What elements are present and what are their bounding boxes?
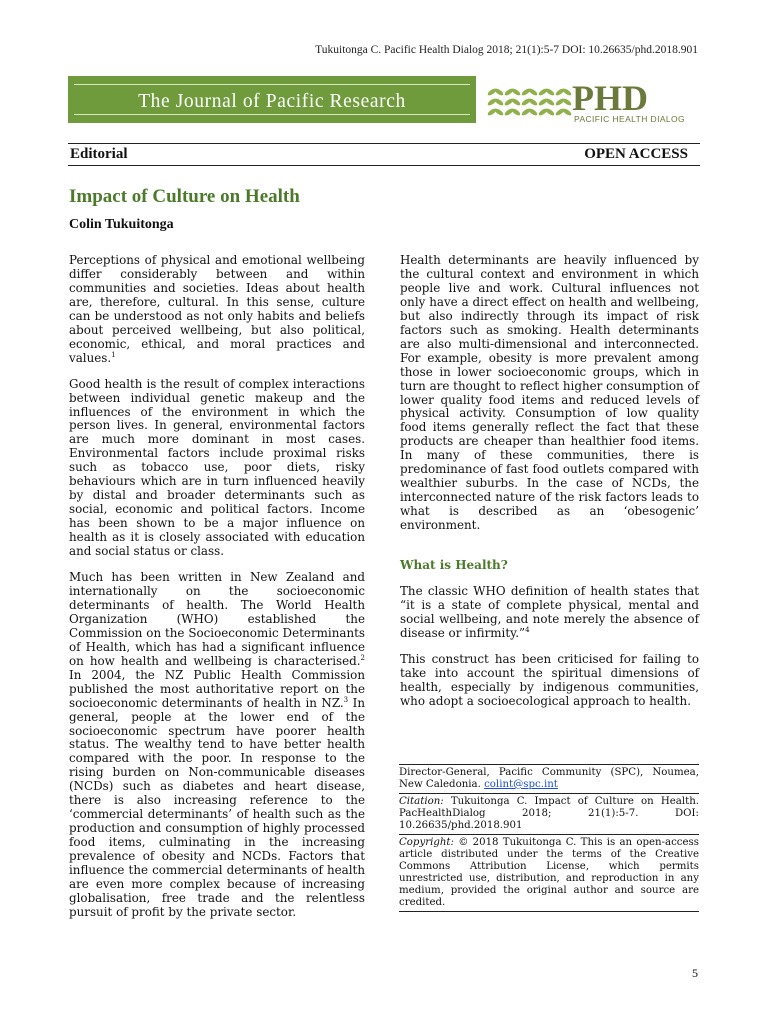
right-column [400,254,699,721]
reference-marker: 2 [360,653,365,662]
reference-marker: 4 [525,625,530,634]
open-access-label: OPEN ACCESS [584,146,688,162]
email-link[interactable]: colint@spc.int [484,779,558,790]
section-heading: What is Health? [400,558,508,573]
header-citation: Tukuitonga C. Pacific Health Dialog 2018; 21(1):5-7 DOI: 10.26635/phd.2018.901 [315,44,698,56]
phd-logo-subtitle: PACIFIC HEALTH DIALOG [574,114,686,124]
article-author: Colin Tukuitonga [69,217,174,232]
paragraph: Much has been written in New Zealand and internationally on the socioeconomic determinants of health. The World Health Organization (WHO) established the Commission on the Socioeconomic Determinants of Health, which has had a significant influence on how health and wellbeing is characterised.$^2$ In 2004, the NZ Public Health Commission published the most authoritative report on the socioeconomic determinants of health in NZ.$^3$ In general, people at the lower end of the socioeconomic spectrum have poorer health status. The wealthy tend to have better health compared with the poor. In response to the rising burden on Non-communicable diseases (NCDs) such as diabetes and heart disease, there is also increasing reference to the ‘commercial determinants’ of health such as the production and consumption of highly processed food items, culminating in the increasing prevalence of obesity and NCDs. Factors that influence the commercial determinants of health are even more complex because of increasing globalisation, free trade and the relentless pursuit of profit by the private sector. [69,570,365,919]
reference-marker: 3 [343,695,349,704]
paragraph: Perceptions of physical and emotional wellbeing differ considerably between and within communities and societies. Ideas about health are, therefore, cultural. In this sense, culture can be understood as not only habits and beliefs about perceived wellbeing, but also political, economic, ethical, and moral practices and values.$^1$ [69,253,365,365]
page-number: 5 [692,966,698,980]
article-title: Impact of Culture on Health [69,186,300,207]
paragraph: This construct has been criticised for failing to take into account the spiritual dimensions of health, especially by indigenous communities, who adopt a socioecological approach to health. [400,651,699,708]
paragraph: Good health is the result of complex interactions between individual genetic makeup and the influences of the environment in which the person lives. In general, environmental factors are much more dominant in most cases. Environmental factors include proximal risks such as tobacco use, poor diets, risky behaviours which are in turn influenced heavily by distal and broader determinants such as social, economic and political factors. Income has been shown to be a major influence on health as it is closely associated with education and social status or class. [69,376,365,559]
citation-note: Citation: Tukuitonga C. Impact of Culture on Health. PacHealthDialog 2018; 21(1):5-7. DOI: 10.26635/phd.2018.901 [399,793,699,834]
left-column [69,254,365,932]
paragraph: The classic WHO definition of health states that “it is a state of complete physical, mental and social wellbeing, and note merely the absence of disease or infirmity.”$^4$ [400,584,699,640]
journal-banner [68,76,476,123]
banner-frame [74,84,470,115]
paragraph: Health determinants are heavily influenced by the cultural context and environment in which people live and work. Cultural influences not only have a direct effect on health and wellbeing, but also indirectly through its impact of risk factors such as smoking. Health determinants are also multi-dimensional and interconnected. For example, obesity is more prevalent among those in lower socioeconomic groups, which in turn are thought to reflect higher consumption of lower quality food items and reduced levels of physical activity. Consumption of low quality food items generally reflect the fact that these products are cheaper than healthier food items. In many of these communities, there is predominance of fast food outlets compared with wealthier suburbs. In the case of NCDs, the interconnected nature of the risk factors leads to what is described as an ‘obesogenic’ environment. [400,253,699,533]
section-rule-top [68,143,700,144]
affiliation-note: Director-General, Pacific Community (SPC), Noumea, New Caledonia. colint@spc.int [399,764,699,793]
footnote-box [399,764,699,912]
journal-banner-title: The Journal of Pacific Research [138,91,406,112]
section-label: Editorial [70,146,128,162]
copyright-note: Copyright: © 2018 Tukuitonga C. This is an open-access article distributed under the terms of the Creative Commons Attribution License, which permits unrestricted use, distribution, and reproduction in any medium, provided the original author and source are credited. [399,834,699,912]
reference-marker: 1 [111,350,116,359]
section-rule-bottom [68,165,700,166]
phd-logo-text: PHD [572,78,648,118]
leaf-pattern-icon [487,87,573,116]
phd-logo [486,78,701,126]
